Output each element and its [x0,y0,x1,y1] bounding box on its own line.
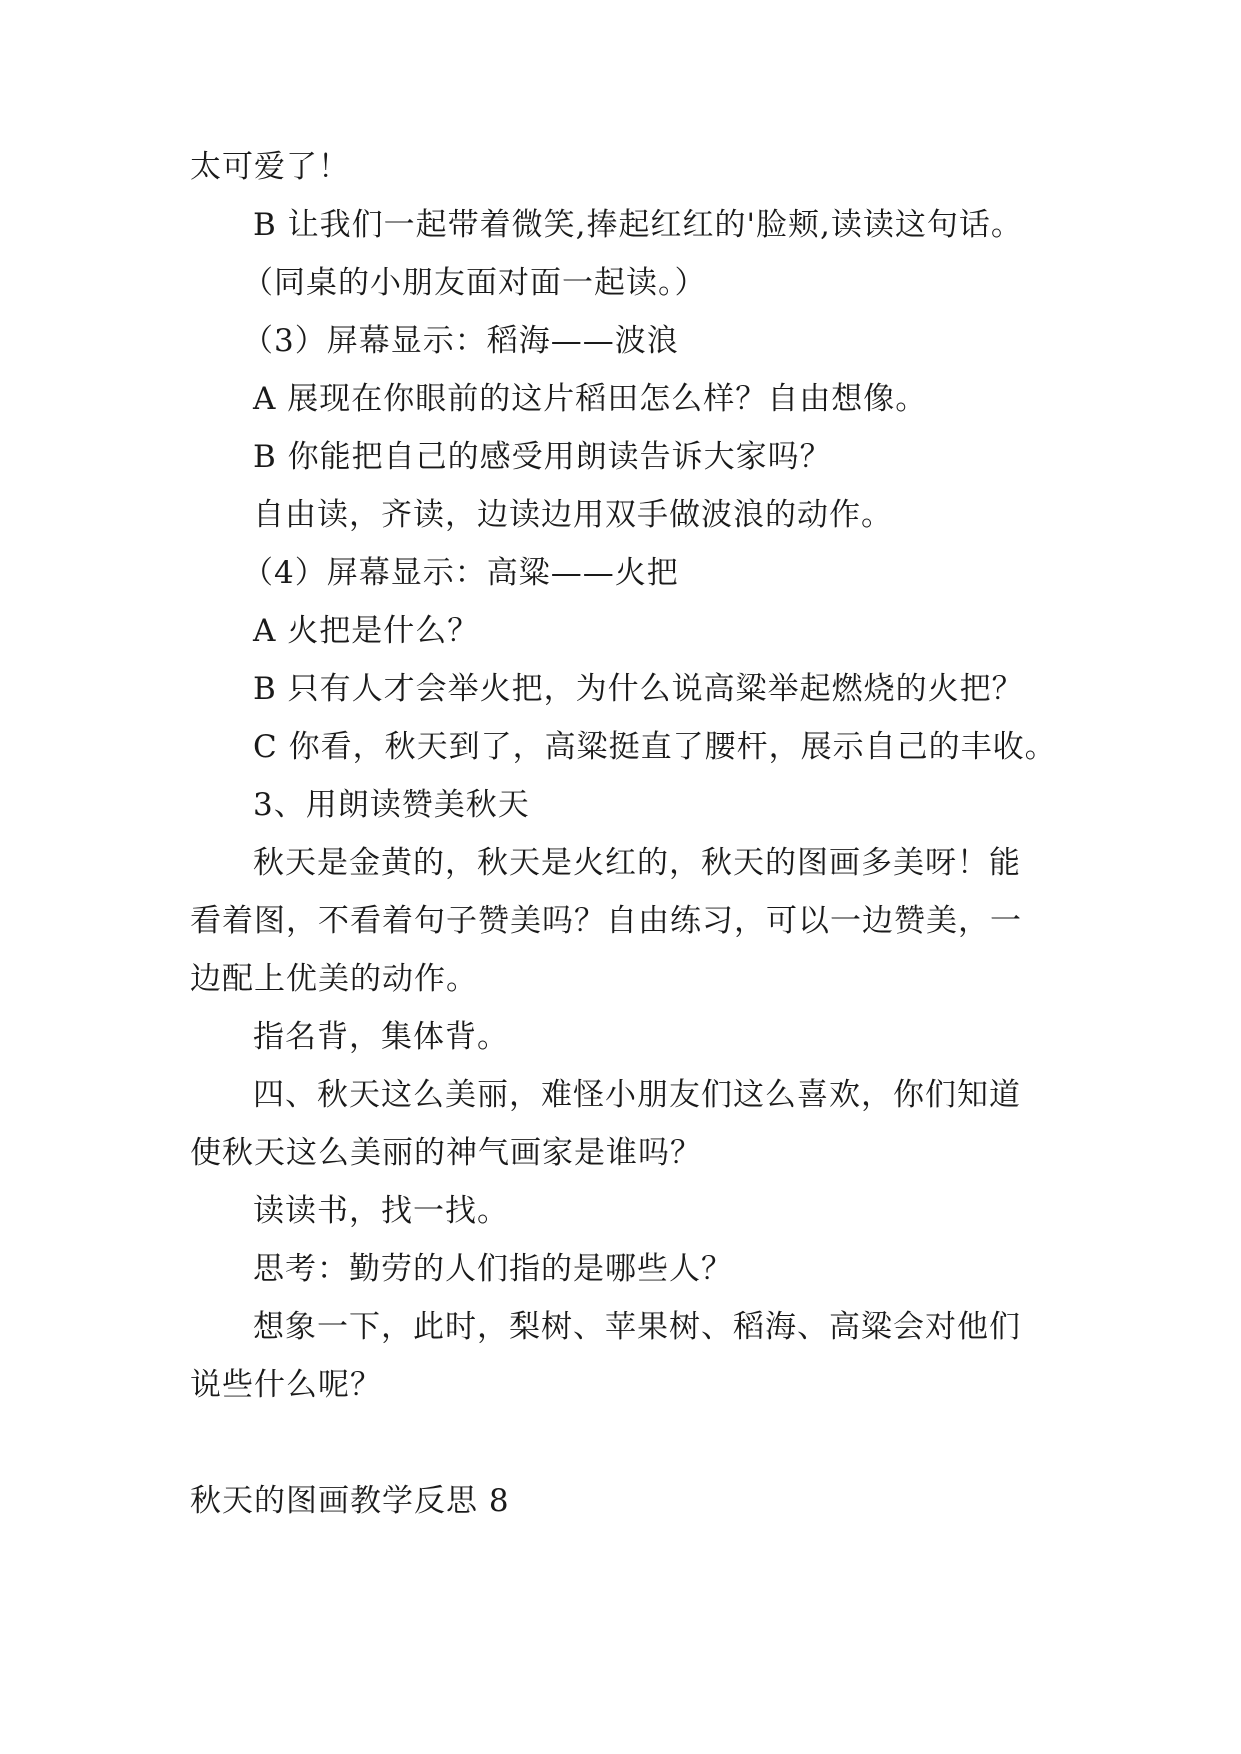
text-line: 想象一下，此时，梨树、苹果树、稻海、高粱会对他们 [253,1309,1021,1345]
text-line: 读读书，找一找。 [253,1193,509,1229]
text-line: 指名背，集体背。 [253,1019,509,1055]
text-line: 四、秋天这么美丽，难怪小朋友们这么喜欢，你们知道 [253,1077,1021,1113]
text-line: B 让我们一起带着微笑,捧起红红的'脸颊,读读这句话。 [253,207,1023,243]
text-line: A 展现在你眼前的这片稻田怎么样？自由想像。 [253,381,928,417]
text-line: 3、用朗读赞美秋天 [253,787,530,823]
text-line: （4）屏幕显示：高粱——火把 [242,555,679,591]
text-line: 太可爱了！ [190,149,350,185]
text-line: B 你能把自己的感受用朗读告诉大家吗？ [253,439,832,475]
section-heading: 秋天的图画教学反思 8 [190,1483,510,1519]
text-line: 自由读，齐读，边读边用双手做波浪的动作。 [253,497,893,533]
text-line: 秋天是金黄的，秋天是火红的，秋天的图画多美呀！能 [253,845,1021,881]
text-line: 看着图，不看着句子赞美吗？自由练习，可以一边赞美，一 [190,903,1022,939]
text-line: B 只有人才会举火把，为什么说高粱举起燃烧的火把？ [253,671,1024,707]
text-line: （3）屏幕显示：稻海——波浪 [242,323,679,359]
text-line: 说些什么呢？ [190,1367,382,1403]
text-line: A 火把是什么？ [253,613,480,649]
text-line: 使秋天这么美丽的神气画家是谁吗？ [190,1135,702,1171]
text-line: C 你看，秋天到了，高粱挺直了腰杆，展示自己的丰收。 [253,729,1057,765]
text-line: 边配上优美的动作。 [190,961,478,997]
text-line: 思考：勤劳的人们指的是哪些人？ [253,1251,733,1287]
text-line: （同桌的小朋友面对面一起读。） [242,265,707,301]
